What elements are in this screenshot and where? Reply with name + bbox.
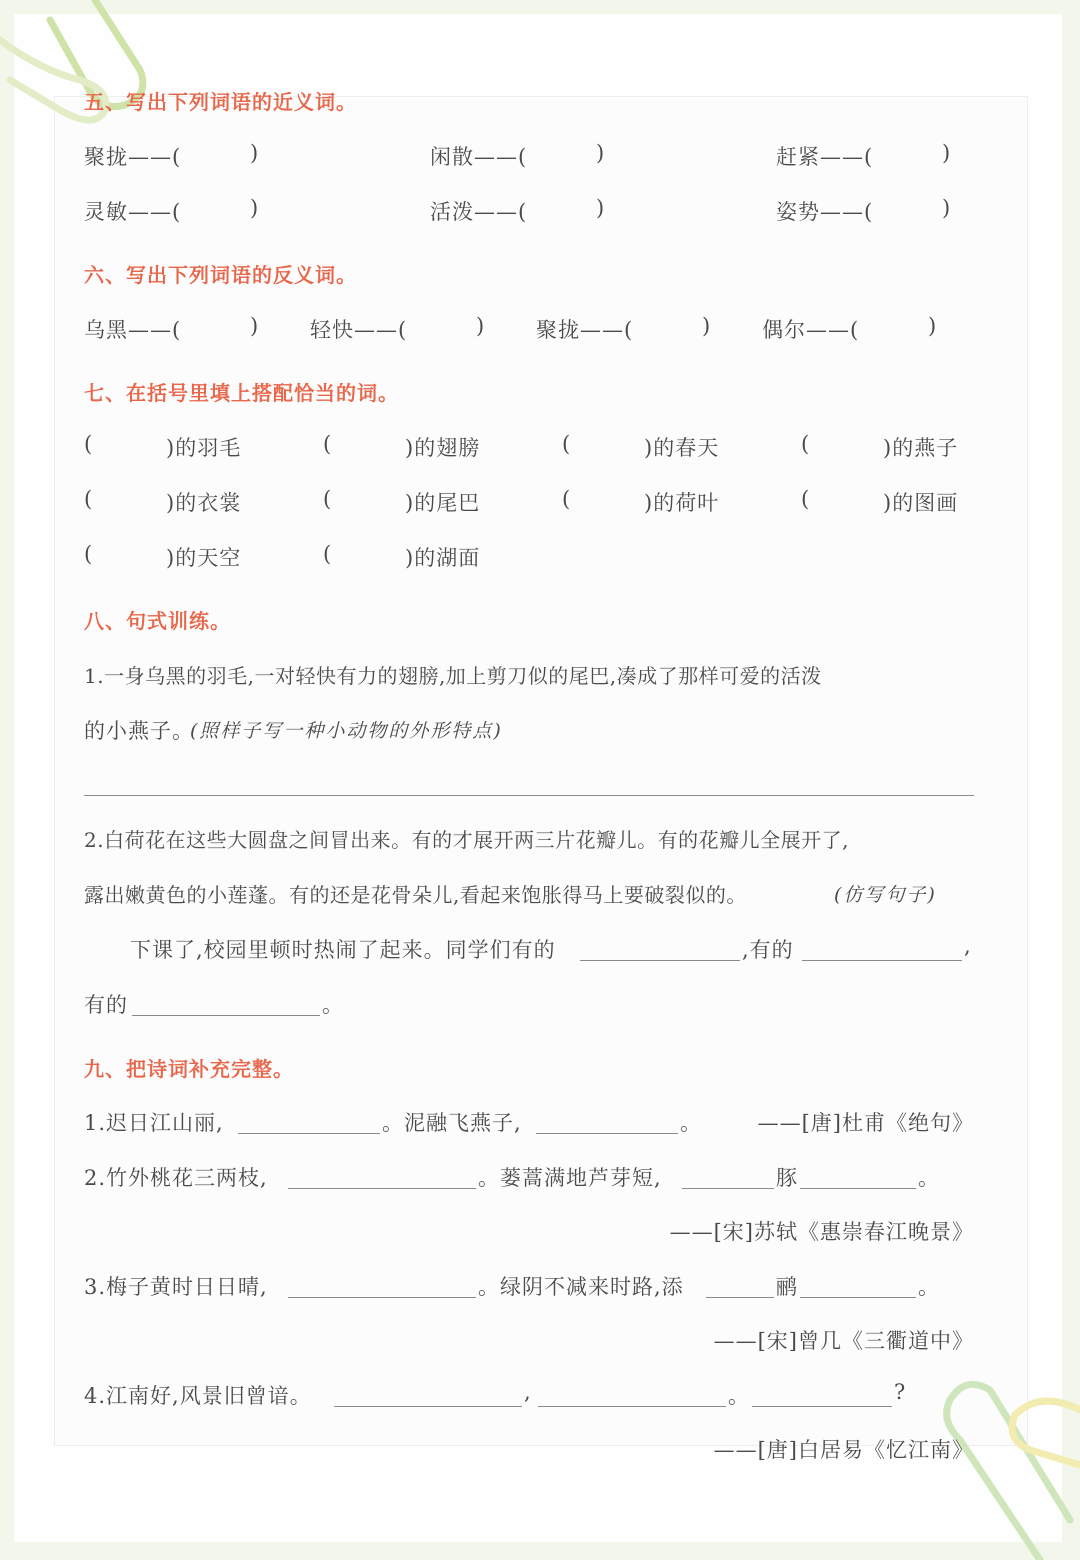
phrase-item: )的天空 bbox=[166, 546, 242, 570]
answer-blank[interactable] bbox=[800, 1188, 916, 1189]
poem-line: 1.迟日江山丽, bbox=[84, 1111, 224, 1135]
open-paren: ( bbox=[323, 432, 333, 456]
poem-source: ——[宋]曾几《三衢道中》 bbox=[713, 1329, 974, 1353]
question-2-text-cont: 露出嫩黄色的小莲蓬。有的还是花骨朵儿,看起来饱胀得马上要破裂似的。 bbox=[84, 883, 747, 907]
close-paren: ) bbox=[942, 196, 952, 220]
answer-blank[interactable] bbox=[238, 1133, 380, 1134]
poem-source: ——[唐]白居易《忆江南》 bbox=[713, 1438, 974, 1462]
phrase-item: )的尾巴 bbox=[405, 491, 481, 515]
close-paren: ) bbox=[596, 141, 606, 165]
section-6-title: 六、写出下列词语的反义词。 bbox=[84, 263, 357, 287]
section-8-title: 八、句式训练。 bbox=[84, 609, 231, 633]
answer-blank[interactable] bbox=[682, 1188, 774, 1189]
answer-blank[interactable] bbox=[706, 1297, 774, 1298]
poem-source: ——[宋]苏轼《惠崇春江晚景》 bbox=[669, 1220, 974, 1244]
answer-blank[interactable] bbox=[538, 1406, 726, 1407]
word-item: 轻快——( bbox=[310, 318, 408, 342]
close-paren: ) bbox=[250, 314, 260, 338]
section-9-title: 九、把诗词补充完整。 bbox=[84, 1057, 294, 1081]
open-paren: ( bbox=[323, 542, 333, 566]
word-item: 偶尔——( bbox=[762, 318, 860, 342]
answer-blank[interactable] bbox=[536, 1133, 678, 1134]
answer-blank[interactable] bbox=[800, 1297, 916, 1298]
phrase-item: )的翅膀 bbox=[405, 436, 481, 460]
open-paren: ( bbox=[801, 432, 811, 456]
word-item: 乌黑——( bbox=[84, 318, 182, 342]
word-item: 闲散——( bbox=[430, 145, 528, 169]
poem-line: 2.竹外桃花三两枝, bbox=[84, 1166, 268, 1190]
answer-blank[interactable] bbox=[288, 1188, 476, 1189]
poem-line: 3.梅子黄时日日晴, bbox=[84, 1275, 268, 1299]
section-7-title: 七、在括号里填上搭配恰当的词。 bbox=[84, 381, 399, 405]
punctuation: 。 bbox=[322, 993, 344, 1017]
punctuation: , bbox=[524, 1380, 532, 1404]
answer-blank[interactable] bbox=[288, 1297, 476, 1298]
poem-source: ——[唐]杜甫《绝句》 bbox=[757, 1111, 974, 1135]
phrase-item: )的荷叶 bbox=[644, 491, 720, 515]
punctuation: 。 bbox=[728, 1384, 750, 1408]
answer-blank[interactable] bbox=[334, 1406, 522, 1407]
word-item: 赶紧——( bbox=[776, 145, 874, 169]
close-paren: ) bbox=[928, 314, 938, 338]
word-item: 活泼——( bbox=[430, 200, 528, 224]
close-paren: ) bbox=[702, 314, 712, 338]
word-item: 聚拢——( bbox=[536, 318, 634, 342]
open-paren: ( bbox=[562, 432, 572, 456]
question-2-prompt: 下课了,校园里顿时热闹了起来。同学们有的 bbox=[130, 938, 556, 962]
paper-clip-icon bbox=[0, 0, 160, 140]
phrase-item: )的湖面 bbox=[405, 546, 481, 570]
open-paren: ( bbox=[801, 487, 811, 511]
poem-line: 。绿阴不减来时路,添 bbox=[478, 1275, 684, 1299]
open-paren: ( bbox=[84, 432, 94, 456]
close-paren: ) bbox=[250, 196, 260, 220]
answer-line[interactable] bbox=[84, 795, 974, 796]
close-paren: ) bbox=[942, 141, 952, 165]
open-paren: ( bbox=[84, 487, 94, 511]
punctuation: 。 bbox=[918, 1166, 940, 1190]
word-item: 灵敏——( bbox=[84, 200, 182, 224]
close-paren: ) bbox=[250, 141, 260, 165]
question-2-prompt: ,有的 bbox=[742, 938, 794, 962]
phrase-item: )的衣裳 bbox=[166, 491, 242, 515]
open-paren: ( bbox=[84, 542, 94, 566]
phrase-item: )的图画 bbox=[883, 491, 959, 515]
question-1-note: (照样子写一种小动物的外形特点) bbox=[190, 720, 503, 742]
question-2-text: 2.白荷花在这些大圆盘之间冒出来。有的才展开两三片花瓣儿。有的花瓣儿全展开了, bbox=[84, 828, 849, 852]
poem-line: 鹂 bbox=[776, 1275, 798, 1299]
punctuation: , bbox=[964, 934, 972, 958]
question-1-text: 1.一身乌黑的羽毛,一对轻快有力的翅膀,加上剪刀似的尾巴,凑成了那样可爱的活泼 bbox=[84, 664, 822, 688]
punctuation: ? bbox=[894, 1380, 907, 1404]
question-1-text-cont: 的小燕子。 bbox=[84, 719, 194, 743]
paper-clip-icon bbox=[920, 1370, 1080, 1560]
answer-blank[interactable] bbox=[580, 960, 740, 961]
close-paren: ) bbox=[476, 314, 486, 338]
word-item: 聚拢——( bbox=[84, 145, 182, 169]
word-item: 姿势——( bbox=[776, 200, 874, 224]
question-2-prompt: 有的 bbox=[84, 993, 128, 1017]
punctuation: 。 bbox=[918, 1275, 940, 1299]
phrase-item: )的春天 bbox=[644, 436, 720, 460]
phrase-item: )的羽毛 bbox=[166, 436, 242, 460]
question-2-note: (仿写句子) bbox=[834, 884, 937, 906]
poem-line: 4.江南好,风景旧曾谙。 bbox=[84, 1384, 312, 1408]
close-paren: ) bbox=[596, 196, 606, 220]
poem-line: 豚 bbox=[776, 1166, 798, 1190]
section-5-title: 五、写出下列词语的近义词。 bbox=[84, 90, 357, 114]
open-paren: ( bbox=[323, 487, 333, 511]
open-paren: ( bbox=[562, 487, 572, 511]
punctuation: 。 bbox=[680, 1111, 702, 1135]
poem-line: 。泥融飞燕子, bbox=[382, 1111, 522, 1135]
answer-blank[interactable] bbox=[132, 1015, 320, 1016]
answer-blank[interactable] bbox=[802, 960, 962, 961]
answer-blank[interactable] bbox=[752, 1406, 892, 1407]
phrase-item: )的燕子 bbox=[883, 436, 959, 460]
poem-line: 。蒌蒿满地芦芽短, bbox=[478, 1166, 662, 1190]
